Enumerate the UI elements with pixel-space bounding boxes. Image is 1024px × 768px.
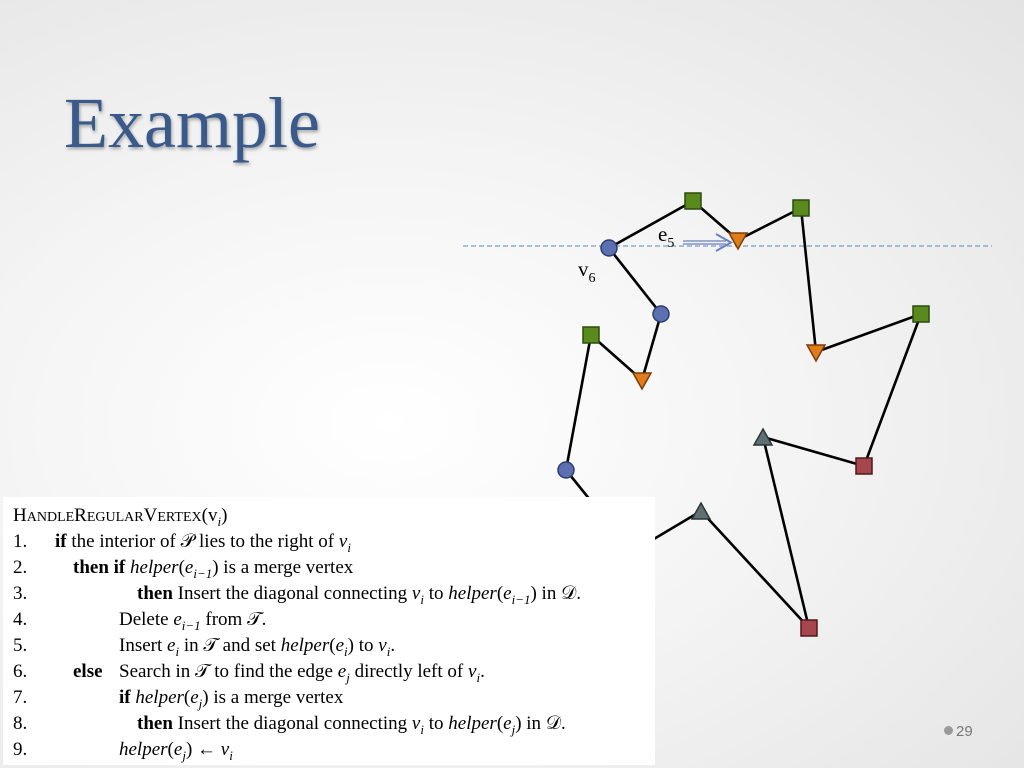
vertex-blue-circle	[558, 462, 574, 478]
vertex-green-square	[685, 193, 701, 209]
vertex-orange-triangle	[729, 233, 747, 249]
vertex-blue-circle	[601, 240, 617, 256]
vertex-orange-triangle	[807, 345, 825, 361]
start-vertices	[583, 193, 929, 343]
vertex-blue-circle	[653, 306, 669, 322]
algorithm-header: $HANDLEREGULARVERTEX(v_i)$	[13, 505, 228, 529]
vertex-orange-triangle	[633, 373, 651, 389]
slide-title: Example	[64, 83, 320, 163]
regular-vertices	[558, 240, 669, 478]
edge-arrow-e5	[683, 234, 731, 251]
vertex-gray-triangle	[692, 503, 710, 519]
vertex-green-square	[793, 200, 809, 216]
vertex-gray-triangle	[754, 429, 772, 445]
label-e5: $e_5$	[658, 222, 675, 251]
algorithm-box: $HANDLEREGULARVERTEX(v_i)$ 1. if the interior of 𝒫 lies to the right of $v_i$ 2. then if $helper(e_{i-1})$ is a merge vertex 3. then Insert the diagonal connecting $v_i$ to $helper(e_{i-1})$ in 𝒟. 4. Delete $e_{i-1}$ from 𝒯. 5. Insert $e_i$ in 𝒯 and set $helper(e_i)$ to $v_i$. 6. else Search in 𝒯 to find the edge $e_j$ directly left of $v_i$. 7. if $helper(e_j)$ is a merge vertex 8. then Insert the diagonal connecting $v_i$ to $helper(e_j)$ in 𝒟. 9. $helper(e_j)$ ← $v_i$	[3, 497, 655, 765]
vertex-green-square	[913, 306, 929, 322]
page-number-text: 29	[956, 723, 973, 740]
vertex-red-square	[856, 458, 872, 474]
label-v6: $v_6$	[578, 257, 596, 286]
page-number	[944, 723, 973, 740]
vertex-red-square	[801, 620, 817, 636]
split-vertices	[692, 429, 772, 519]
end-vertices	[624, 458, 872, 636]
page-bullet-icon	[944, 726, 953, 735]
vertex-green-square	[583, 327, 599, 343]
